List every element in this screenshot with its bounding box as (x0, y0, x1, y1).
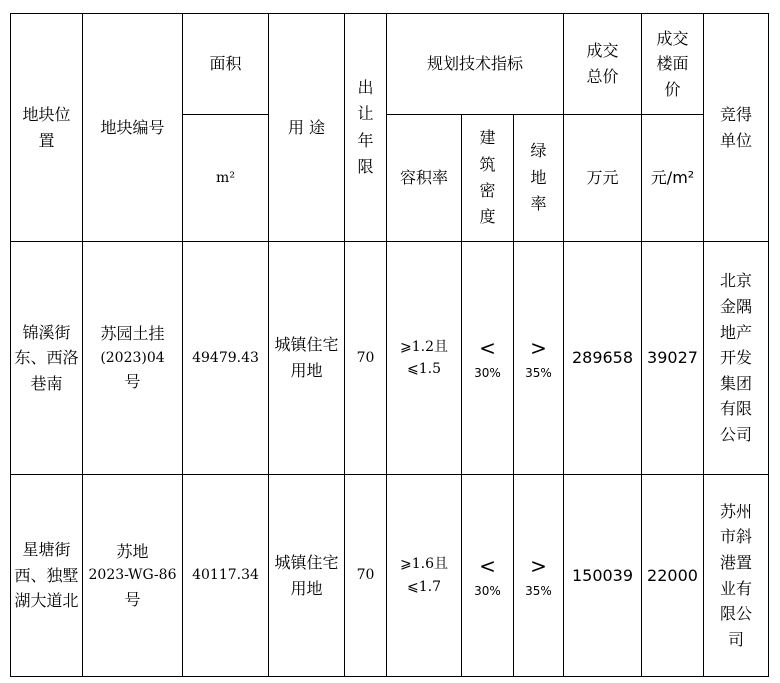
cell-parcel-no (83, 242, 183, 475)
cell-use: 城镇住宅用地 (269, 475, 345, 677)
density-value: 30% (474, 583, 501, 598)
cell-use: 城镇住宅用地 (269, 242, 345, 475)
header-total-unit: 万元 (564, 115, 642, 242)
header-floor-unit: 元/m² (642, 115, 704, 242)
header-planning: 规划技术指标 (387, 14, 564, 115)
cell-far (387, 475, 462, 677)
green-value: 35% (525, 366, 552, 381)
cell-parcel-no (83, 475, 183, 677)
cell-floor-price: 39027 (642, 242, 704, 475)
header-location: 地块位置 (11, 14, 83, 242)
header-area: 面积 (183, 14, 269, 115)
cell-far (387, 242, 462, 475)
cell-location: 星塘街西、独墅湖大道北 (11, 475, 83, 677)
cell-total-price: 289658 (564, 242, 642, 475)
cell-area: 49479.43 (183, 242, 269, 475)
cell-location: 锦溪街东、西洛巷南 (11, 242, 83, 475)
parcel-no-line: 号 (124, 372, 141, 392)
parcel-no-line: 2023-WG-86 (88, 567, 177, 584)
header-parcel-no: 地块编号 (83, 14, 183, 242)
green-symbol: > (530, 336, 547, 361)
header-density: 建筑密度 (462, 115, 514, 242)
header-area-unit: m² (183, 115, 269, 242)
header-floor-price: 成交楼面价 (642, 14, 704, 115)
table-row (11, 475, 769, 677)
header-term: 出让年限 (345, 14, 387, 242)
cell-winner: 北京金隅地产开发集团有限公司 (704, 242, 769, 475)
cell-term: 70 (345, 475, 387, 677)
cell-green (514, 242, 564, 475)
far-line: ⩽1.5 (407, 361, 441, 377)
cell-density (462, 475, 514, 677)
cell-density (462, 242, 514, 475)
far-line: ⩾1.6且 (400, 556, 448, 573)
header-winner: 竞得单位 (704, 14, 769, 242)
header-far: 容积率 (387, 115, 462, 242)
cell-area: 40117.34 (183, 475, 269, 677)
cell-total-price: 150039 (564, 475, 642, 677)
density-symbol: < (479, 336, 496, 361)
green-value: 35% (525, 583, 552, 598)
parcel-no-line: 苏园土挂 (100, 324, 165, 344)
cell-winner: 苏州市斜港置业有限公司 (704, 475, 769, 677)
cell-term: 70 (345, 242, 387, 475)
parcel-no-line: 号 (124, 589, 141, 609)
density-value: 30% (474, 366, 501, 381)
header-use: 用 途 (269, 14, 345, 242)
land-transaction-table (10, 13, 769, 677)
far-line: ⩽1.7 (407, 578, 441, 595)
green-symbol: > (530, 553, 547, 578)
cell-floor-price: 22000 (642, 475, 704, 677)
parcel-no-line: 苏地 (116, 541, 149, 561)
parcel-no-line: (2023)04 (100, 349, 165, 366)
cell-green (514, 475, 564, 677)
header-green: 绿地率 (514, 115, 564, 242)
density-symbol: < (479, 553, 496, 578)
far-line: ⩾1.2且 (400, 338, 448, 355)
table-row (11, 242, 769, 475)
header-total-price: 成交总价 (564, 14, 642, 115)
